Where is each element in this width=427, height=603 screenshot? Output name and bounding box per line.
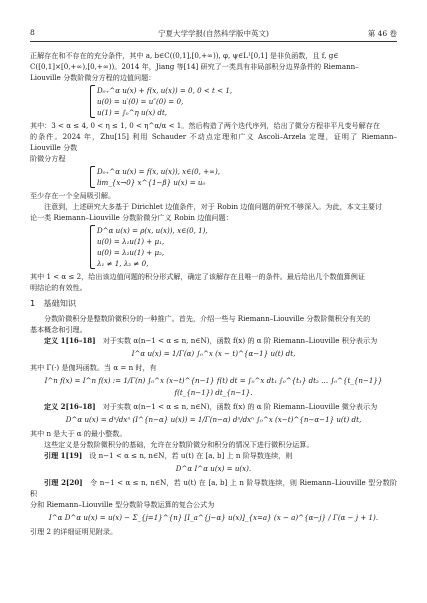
definition-label: 定义 1[16–18]: [44, 336, 96, 345]
paragraph: 这些定义是分数阶微积分的基础，允许在分数阶微分和积分的情况下进行微积分运算。: [44, 440, 314, 449]
equation: D^α I^α u(x) = u(x).: [175, 464, 252, 473]
paragraph: 正解存在和不存在的充分条件，其中 a, b∈C((0,1],[0,+∞)), φ, ψ∈L¹[0,1] 是非负函数，且 f, g∈ C([0,1]×[0,+∞),[0,+∞))。2014 年，Jiang 等[14] 研究了一类具有非局部积分边界条件的 Riemann– Liouville 分数阶微分方程的边值问题：: [30, 51, 359, 82]
paragraph: 引理 2 的详细证明见附录。: [30, 527, 118, 536]
left-brace: [90, 225, 95, 269]
lemma-label: 引理 2[20]: [44, 478, 83, 487]
header-rule: [30, 41, 397, 42]
equation-system-2: D₀₊^α u(x) = f(x, u(x)), x∈(0, +∞), lim_{x→0} x^{1−β} u(x) = u₀: [90, 166, 397, 188]
equation: I^n f(x) = I^n f(x) := 1/Γ(n) ∫₀^x (x−t)^{n−1} f(t) dt = ∫₀^x dt₁ ∫₀^{t₁} dt₂ … ∫₀^{t_{n−1}} f(t_{n−1}) dt_{n−1}.: [44, 376, 383, 397]
paragraph: 其中 1 < α ≤ 2，给出该边值问题的积分形式解，确定了该解存在且唯一的条件。最后给出几个数值算例证 明结论的有效性。: [30, 272, 365, 292]
paragraph: 其中 Γ(·) 是伽玛函数。当 α = n 时，有: [30, 363, 157, 372]
volume-label: 第 46 卷: [367, 29, 397, 38]
section-heading: 1 基础知识: [30, 298, 77, 308]
definition-2: 定义 2[16–18] 对于实数 α(n−1 < α ≤ n, n∈N)，函数 f(x) 的 α 阶 Riemann–Liouville 微分表示为: [44, 402, 378, 411]
paragraph: 其中：3 < α ≤ 4, 0 < η ≤ 1, 0 < η^α/α < 1。然后构造了两个迭代序列，给出了微分方程非平凡变号解存在 的条件。2024 年，Zhu[15] 利用 Schauder 不动点定理和广义 Ascoli–Arzela 定理，证明了 Riemann–Liouville 分数 阶微分方程: [30, 121, 397, 163]
equation: D^α u(x) = dⁿ/dxⁿ (I^{n−α} u(x)) = 1/Γ(n−α) dⁿ/dxⁿ ∫₀^x (x−t)^{n−α−1} u(t) dt,: [65, 415, 362, 424]
paragraph: 至少存在一个全局吸引解。: [30, 191, 116, 200]
lemma-label: 引理 1[19]: [44, 451, 83, 460]
left-brace: [90, 166, 95, 188]
running-header: [30, 28, 397, 40]
equation: I^α D^α u(x) = u(x) − Σ_{j=1}^{n} [I_a^{j−α} u(x)]_{x=a} (x − a)^{α−j} / Γ(α − j + 1).: [48, 513, 379, 522]
equation-system-3: D^α u(x) = ρ(x, u(x)), x∈(0, 1), u(0) = λ₁u(1) + μ₁, u(0) = λ₂u(1) + μ₂, λ₁ ≠ 1, λ₂ ≠ 0,: [90, 225, 397, 269]
equation-system-1: D₀₊^α u(x) + f(x, u(x)) = 0, 0 < t < 1, u(0) = u′(0) = u″(0) = 0, u(1) = ∫₀^η u(x) dt,: [90, 85, 397, 118]
paragraph: 注意到，上述研究大多基于 Dirichlet 边值条件，对于 Robin 边值问题的研究不够深入。为此，本文主要讨 论一类 Riemann–Liouville 分数阶微分广义 Robin 边值问题：: [30, 202, 383, 222]
lemma-2: 引理 2[20] 令 n−1 < α ≤ n, n∈N，若 u(t) 在 [a, b] 上 n 阶导数连续，则 Riemann–Liouville 型分数阶积 分和 Riemann–Liouville 型分数阶导数运算的复合公式为: [30, 478, 397, 509]
definition-label: 定义 2[16–18]: [44, 402, 96, 411]
paragraph: 分数阶微积分是整数阶微积分的一种推广。首先，介绍一些与 Riemann–Liouville 分数阶微积分有关的 基本概念和引理。: [30, 314, 371, 334]
equation: I^α u(x) = 1/Γ(α) ∫₀^x (x − t)^{α−1} u(t) dt,: [131, 349, 296, 358]
paragraph: 其中 n 是大于 α 的最小整数。: [30, 429, 127, 438]
lemma-1: 引理 1[19] 设 n−1 < α ≤ n, n∈N，若 u(t) 在 [a, b] 上 n 阶导数连续，则: [44, 451, 293, 460]
definition-1: 定义 1[16–18] 对于实数 α(n−1 < α ≤ n, n∈N)，函数 f(x) 的 α 阶 Riemann–Liouville 积分表示为: [44, 336, 378, 345]
journal-title: 宁夏大学学报(自然科学版中英文): [158, 29, 269, 38]
body-text: [30, 50, 397, 537]
left-brace: [90, 85, 95, 118]
page-number: 8: [30, 28, 35, 37]
